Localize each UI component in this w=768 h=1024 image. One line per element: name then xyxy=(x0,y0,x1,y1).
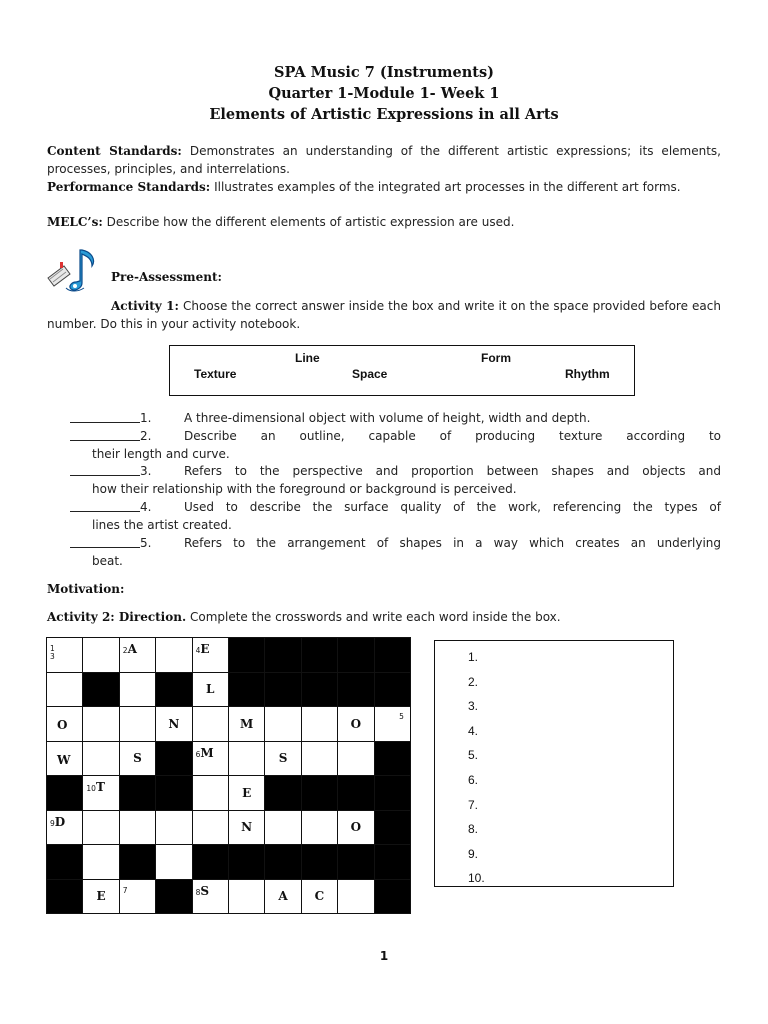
answer-line[interactable]: 3. xyxy=(468,699,479,714)
crossword-cell[interactable] xyxy=(83,741,119,776)
clue-number: 5 xyxy=(399,712,404,721)
answer-line[interactable]: 9. xyxy=(468,846,479,861)
crossword-block xyxy=(156,672,192,707)
activity2-instructions xyxy=(47,609,721,627)
crossword-cell[interactable] xyxy=(338,879,374,914)
crossword-grid xyxy=(46,637,411,914)
content-standards xyxy=(47,143,721,178)
crossword-cell[interactable] xyxy=(47,810,83,845)
crossword-block xyxy=(265,672,301,707)
crossword-row xyxy=(47,741,411,776)
melc xyxy=(47,214,721,232)
pre-assessment-label: Pre-Assessment: xyxy=(111,270,222,284)
crossword-cell[interactable] xyxy=(47,638,83,673)
crossword-block xyxy=(47,879,83,914)
crossword-cell[interactable] xyxy=(228,810,264,845)
crossword-letter: S xyxy=(133,751,142,766)
crossword-block xyxy=(156,776,192,811)
question-number: 2. xyxy=(140,429,152,443)
crossword-cell[interactable] xyxy=(228,879,264,914)
crossword-cell[interactable] xyxy=(47,741,83,776)
crossword-letter: M xyxy=(200,745,214,760)
crossword-cell[interactable] xyxy=(192,776,228,811)
question-number: 5. xyxy=(140,536,152,550)
crossword-block xyxy=(47,776,83,811)
melc-text: Describe how the different elements of artistic expression are used. xyxy=(106,215,515,229)
crossword-cell[interactable] xyxy=(83,707,119,742)
crossword-cell[interactable] xyxy=(47,672,83,707)
answer-blank[interactable] xyxy=(70,463,140,476)
crossword-block xyxy=(374,845,410,880)
crossword-cell[interactable] xyxy=(374,707,410,742)
answer-blank[interactable] xyxy=(70,535,140,548)
question-text: Refers to the arrangement of shapes in a way which creates an underlying xyxy=(184,536,721,550)
activity1-text: Choose the correct answer inside the box and write it on the space provided before each number. Do this in your activity notebook. xyxy=(47,299,721,331)
crossword-letter: C xyxy=(314,889,325,904)
answer-line[interactable]: 7. xyxy=(468,797,479,812)
choice-texture: Texture xyxy=(194,367,237,381)
question-text: A three-dimensional object with volume of height, width and depth. xyxy=(184,411,591,425)
crossword-block xyxy=(301,776,337,811)
question-2 xyxy=(70,428,721,463)
crossword-letter: A xyxy=(127,642,137,656)
crossword-cell[interactable] xyxy=(119,879,155,914)
crossword-block xyxy=(338,672,374,707)
crossword-letter: O xyxy=(350,820,362,835)
performance-standards-text: Illustrates examples of the integrated art processes in the different art forms. xyxy=(214,180,681,194)
crossword-cell[interactable] xyxy=(192,810,228,845)
crossword-block xyxy=(228,638,264,673)
question-text-cont: beat. xyxy=(92,553,123,568)
crossword-block xyxy=(265,776,301,811)
crossword-cell[interactable] xyxy=(192,879,228,914)
activity1-instructions xyxy=(47,298,721,333)
crossword-letter: W xyxy=(57,752,71,767)
choice-line: Line xyxy=(295,351,320,365)
crossword-letter: N xyxy=(241,820,253,835)
crossword-block xyxy=(47,845,83,880)
lesson-title: Elements of Artistic Expressions in all Arts xyxy=(209,106,559,123)
clue-number: 7 xyxy=(122,885,128,895)
question-1 xyxy=(70,410,721,428)
crossword-cell[interactable] xyxy=(47,707,83,742)
crossword-block xyxy=(374,810,410,845)
activity2-text: Complete the crosswords and write each word inside the box. xyxy=(189,610,561,624)
question-4 xyxy=(70,499,721,534)
crossword-cell[interactable] xyxy=(265,707,301,742)
crossword-cell[interactable] xyxy=(228,776,264,811)
crossword-block xyxy=(119,845,155,880)
performance-standards xyxy=(47,179,721,197)
crossword-block xyxy=(156,741,192,776)
clue-number: 10 xyxy=(86,784,96,793)
crossword-row xyxy=(47,707,411,742)
content-standards-text: Demonstrates an understanding of the different artistic expressions; its elements, processes, principles, and interrelations. xyxy=(47,144,721,176)
crossword-block xyxy=(301,672,337,707)
crossword-cell[interactable] xyxy=(228,741,264,776)
crossword-letter: D xyxy=(54,814,66,829)
question-3 xyxy=(70,463,721,498)
question-number: 4. xyxy=(140,500,152,514)
answer-line[interactable]: 4. xyxy=(468,723,479,738)
question-text: Used to describe the surface quality of the work, referencing the types of xyxy=(184,500,721,514)
question-text: Refers to the perspective and proportion between shapes and objects and xyxy=(184,464,721,478)
content-standards-label: Content Standards: xyxy=(47,144,182,158)
crossword-row xyxy=(47,810,411,845)
answer-line[interactable]: 6. xyxy=(468,773,479,787)
choice-rhythm: Rhythm xyxy=(565,367,610,381)
crossword-letter: T xyxy=(95,780,105,794)
crossword-row xyxy=(47,776,411,811)
crossword-cell[interactable] xyxy=(156,638,192,673)
crossword-block xyxy=(265,638,301,673)
crossword-cell[interactable] xyxy=(119,741,155,776)
crossword-cell[interactable] xyxy=(156,707,192,742)
crossword-letter: E xyxy=(96,889,106,904)
crossword-block xyxy=(228,672,264,707)
crossword-cell[interactable] xyxy=(83,776,119,811)
crossword-cell[interactable] xyxy=(192,707,228,742)
crossword-block xyxy=(338,776,374,811)
crossword-cell[interactable] xyxy=(228,707,264,742)
crossword-block xyxy=(374,672,410,707)
crossword-cell[interactable] xyxy=(338,810,374,845)
choice-space: Space xyxy=(352,367,388,381)
answer-line[interactable]: 5. xyxy=(468,748,479,763)
answer-blank[interactable] xyxy=(70,499,140,512)
crossword-cell[interactable] xyxy=(338,741,374,776)
crossword-cell[interactable] xyxy=(265,741,301,776)
clue-number: 8 xyxy=(195,887,201,897)
crossword-cell[interactable] xyxy=(338,707,374,742)
crossword-block xyxy=(301,845,337,880)
crossword-letter: A xyxy=(278,889,288,904)
crossword-cell[interactable] xyxy=(83,810,119,845)
crossword-answer-box xyxy=(434,640,674,887)
crossword-letter: S xyxy=(278,751,288,766)
answer-line[interactable]: 2. xyxy=(468,674,479,689)
melc-label: MELC’s: xyxy=(47,215,103,229)
music-note-icon xyxy=(46,248,100,292)
choice-form: Form xyxy=(481,351,511,365)
crossword-cell[interactable] xyxy=(301,707,337,742)
crossword-row xyxy=(47,845,411,880)
crossword-cell[interactable] xyxy=(119,707,155,742)
crossword-cell[interactable] xyxy=(119,672,155,707)
module-title: Quarter 1-Module 1- Week 1 xyxy=(268,85,500,102)
crossword-cell[interactable] xyxy=(83,879,119,914)
crossword-row xyxy=(47,638,411,673)
crossword-block xyxy=(374,776,410,811)
crossword-cell[interactable] xyxy=(265,879,301,914)
crossword-block xyxy=(301,638,337,673)
crossword-letter: E xyxy=(200,642,210,656)
crossword-letter: E xyxy=(242,785,252,800)
crossword-block xyxy=(119,776,155,811)
crossword-letter: O xyxy=(57,718,68,732)
crossword-letter: L xyxy=(206,682,215,697)
crossword-letter: M xyxy=(240,716,254,731)
crossword-block xyxy=(83,672,119,707)
crossword-block xyxy=(374,879,410,914)
course-title: SPA Music 7 (Instruments) xyxy=(274,64,494,81)
answer-blank[interactable] xyxy=(70,428,140,441)
question-text-cont: lines the artist created. xyxy=(92,517,232,532)
performance-standards-label: Performance Standards: xyxy=(47,180,211,194)
question-number: 3. xyxy=(140,464,152,478)
clue-number: 1 3 xyxy=(50,644,55,661)
crossword-letter: S xyxy=(200,883,210,898)
clue-number: 6 xyxy=(195,749,201,759)
crossword-row xyxy=(47,672,411,707)
crossword-letter: O xyxy=(350,716,362,731)
crossword-cell[interactable] xyxy=(265,810,301,845)
crossword-letter: N xyxy=(168,716,180,731)
answer-line[interactable]: 1. xyxy=(468,650,479,664)
crossword-block xyxy=(374,741,410,776)
motivation-label: Motivation: xyxy=(47,582,125,596)
crossword-block xyxy=(228,845,264,880)
crossword-cell[interactable] xyxy=(192,672,228,707)
crossword-cell[interactable] xyxy=(156,845,192,880)
question-text: Describe an outline, capable of producing texture according to xyxy=(184,429,721,443)
crossword-cell[interactable] xyxy=(119,810,155,845)
clue-number: 9 xyxy=(50,818,55,828)
activity1-label: Activity 1: xyxy=(111,299,179,313)
crossword-cell[interactable] xyxy=(83,845,119,880)
crossword-block xyxy=(192,845,228,880)
crossword-block xyxy=(338,845,374,880)
crossword-cell[interactable] xyxy=(83,638,119,673)
crossword-cell[interactable] xyxy=(301,810,337,845)
crossword-cell[interactable] xyxy=(301,879,337,914)
question-5 xyxy=(70,535,721,570)
clue-number: 4 xyxy=(195,646,201,655)
page-number: 1 xyxy=(379,949,389,963)
crossword-cell[interactable] xyxy=(119,638,155,673)
answer-blank[interactable] xyxy=(70,410,140,423)
question-text-cont: their length and curve. xyxy=(92,446,230,461)
answer-line[interactable]: 8. xyxy=(468,822,479,837)
title-block xyxy=(0,62,768,125)
crossword-block xyxy=(156,879,192,914)
crossword-cell[interactable] xyxy=(156,810,192,845)
crossword-block xyxy=(338,638,374,673)
answer-line[interactable]: 10. xyxy=(468,871,485,886)
clue-number: 2 xyxy=(122,646,128,655)
activity2-label: Activity 2: Direction. xyxy=(47,610,187,624)
crossword-block xyxy=(265,845,301,880)
crossword-cell[interactable] xyxy=(301,741,337,776)
question-number: 1. xyxy=(140,411,152,425)
word-choice-box xyxy=(169,345,635,396)
crossword-cell[interactable] xyxy=(192,638,228,673)
crossword-block xyxy=(374,638,410,673)
crossword-cell[interactable] xyxy=(192,741,228,776)
question-text-cont: how their relationship with the foreground or background is perceived. xyxy=(92,481,517,496)
crossword-row xyxy=(47,879,411,914)
